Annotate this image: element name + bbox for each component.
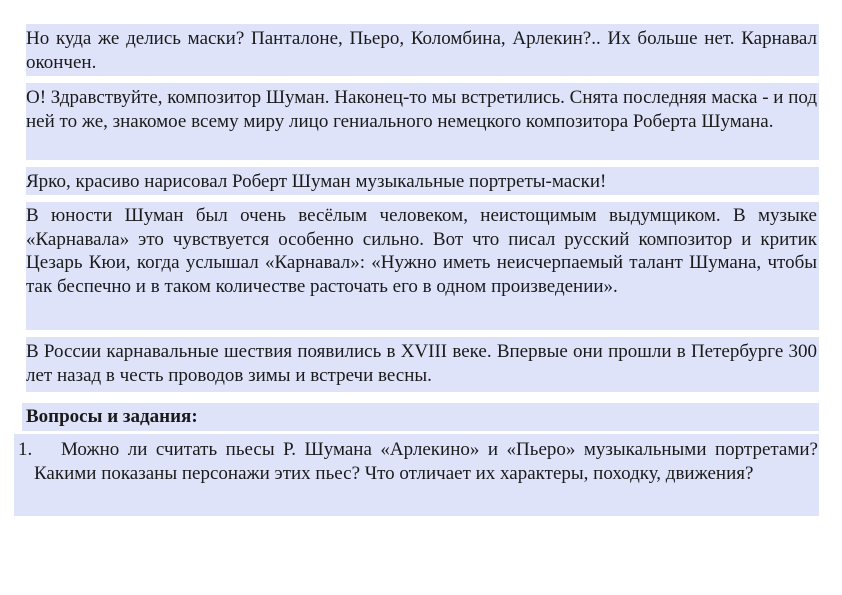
- paragraph-3: Ярко, красиво нарисовал Роберт Шуман музыкальные портреты-маски!: [26, 167, 819, 195]
- paragraph-5: В России карнавальные шествия появились в XVIII веке. Впервые они прошли в Петербурге 300 лет назад в честь проводов зимы и встречи весны.: [26, 337, 819, 392]
- paragraph-1: Но куда же делись маски? Панталоне, Пьеро, Коломбина, Арлекин?.. Их больше нет. Карнавал окончен.: [26, 24, 819, 76]
- question-text: Можно ли считать пьесы Р. Шумана «Арлекино» и «Пьеро» музыкальными портретами? Какими показаны персонажи этих пьес? Что отличает их характеры, походку, движения?: [34, 439, 818, 484]
- question-number: 1.: [18, 439, 33, 460]
- paragraph-2: О! Здравствуйте, композитор Шуман. Наконец-то мы встретились. Снята последняя маска - и под ней то же, знакомое всему миру лицо гениального немецкого композитора Роберта Шумана.: [26, 83, 819, 160]
- paragraph-4: В юности Шуман был очень весёлым человеком, неистощимым выдумщиком. В музыке «Карнавала» это чувствуется особенно сильно. Вот что писал русский композитор и критик Цезарь Кюи, когда услышал «Карнавал»: «Нужно иметь неисчерпаемый талант Шумана, чтобы так беспечно и в таком количестве расточать его в одном произведении».: [26, 202, 819, 330]
- question-item: [14, 434, 819, 516]
- questions-heading: Вопросы и задания:: [22, 403, 819, 431]
